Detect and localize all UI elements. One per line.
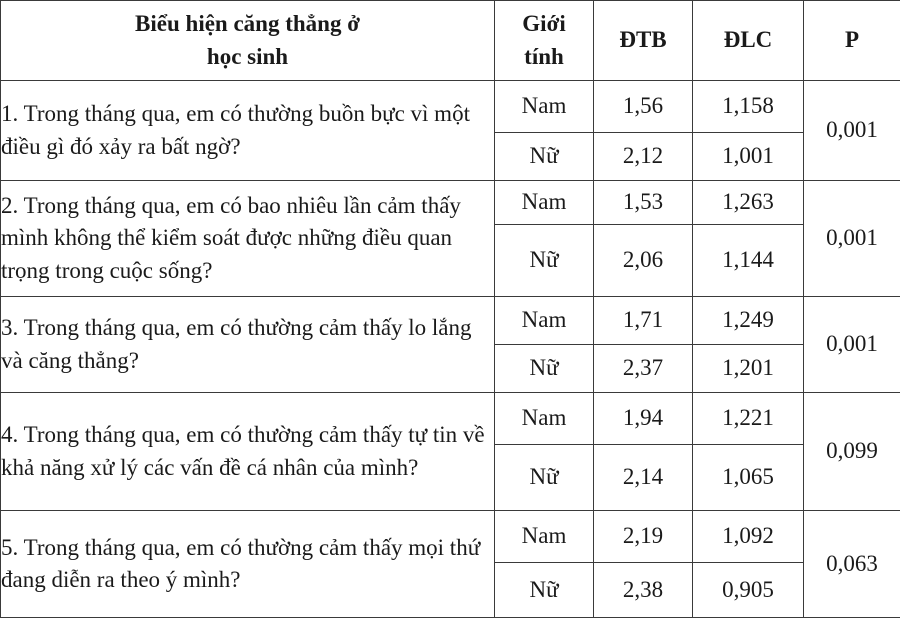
gender-cell: Nữ xyxy=(495,133,594,181)
p-value-cell: 0,001 xyxy=(804,181,900,297)
sd-cell: 1,263 xyxy=(693,181,804,225)
mean-cell: 1,53 xyxy=(594,181,693,225)
header-row xyxy=(1,1,900,81)
header-mean: ĐTB xyxy=(594,1,693,81)
header-p: P xyxy=(804,1,900,81)
table-row xyxy=(1,393,900,445)
sd-cell: 1,201 xyxy=(693,345,804,393)
header-gender-line1: Giới xyxy=(495,8,593,40)
table-row xyxy=(1,81,900,133)
sd-cell: 1,065 xyxy=(693,445,804,511)
statement-cell-3: 3. Trong tháng qua, em có thường cảm thấy lo lắng và căng thẳng? xyxy=(1,297,495,393)
gender-cell: Nữ xyxy=(495,563,594,618)
sd-cell: 1,221 xyxy=(693,393,804,445)
mean-cell: 1,56 xyxy=(594,81,693,133)
header-gender-line2: tính xyxy=(495,41,593,73)
table-row xyxy=(1,181,900,225)
sd-cell: 1,001 xyxy=(693,133,804,181)
header-statement xyxy=(1,1,495,81)
p-value-cell: 0,001 xyxy=(804,81,900,181)
sd-cell: 1,092 xyxy=(693,511,804,563)
gender-cell: Nam xyxy=(495,181,594,225)
header-statement-line1: Biểu hiện căng thẳng ở xyxy=(1,8,494,40)
table-row xyxy=(1,297,900,345)
mean-cell: 2,37 xyxy=(594,345,693,393)
p-value-cell: 0,063 xyxy=(804,511,900,618)
statement-cell-1: 1. Trong tháng qua, em có thường buồn bực vì một điều gì đó xảy ra bất ngờ? xyxy=(1,81,495,181)
sd-cell: 1,249 xyxy=(693,297,804,345)
gender-cell: Nam xyxy=(495,297,594,345)
mean-cell: 1,94 xyxy=(594,393,693,445)
sd-cell: 1,158 xyxy=(693,81,804,133)
mean-cell: 1,71 xyxy=(594,297,693,345)
mean-cell: 2,19 xyxy=(594,511,693,563)
gender-cell: Nữ xyxy=(495,345,594,393)
header-sd: ĐLC xyxy=(693,1,804,81)
p-value-cell: 0,001 xyxy=(804,297,900,393)
header-gender xyxy=(495,1,594,81)
mean-cell: 2,12 xyxy=(594,133,693,181)
header-statement-line2: học sinh xyxy=(1,41,494,73)
gender-cell: Nam xyxy=(495,81,594,133)
statement-cell-5: 5. Trong tháng qua, em có thường cảm thấy mọi thứ đang diễn ra theo ý mình? xyxy=(1,511,495,618)
statement-cell-2: 2. Trong tháng qua, em có bao nhiêu lần cảm thấy mình không thể kiểm soát được những điều quan trọng trong cuộc sống? xyxy=(1,181,495,297)
mean-cell: 2,14 xyxy=(594,445,693,511)
mean-cell: 2,38 xyxy=(594,563,693,618)
gender-cell: Nữ xyxy=(495,225,594,297)
gender-cell: Nữ xyxy=(495,445,594,511)
sd-cell: 1,144 xyxy=(693,225,804,297)
sd-cell: 0,905 xyxy=(693,563,804,618)
statement-cell-4: 4. Trong tháng qua, em có thường cảm thấy tự tin về khả năng xử lý các vấn đề cá nhân của mình? xyxy=(1,393,495,511)
gender-cell: Nam xyxy=(495,511,594,563)
mean-cell: 2,06 xyxy=(594,225,693,297)
gender-cell: Nam xyxy=(495,393,594,445)
p-value-cell: 0,099 xyxy=(804,393,900,511)
table-row xyxy=(1,511,900,563)
